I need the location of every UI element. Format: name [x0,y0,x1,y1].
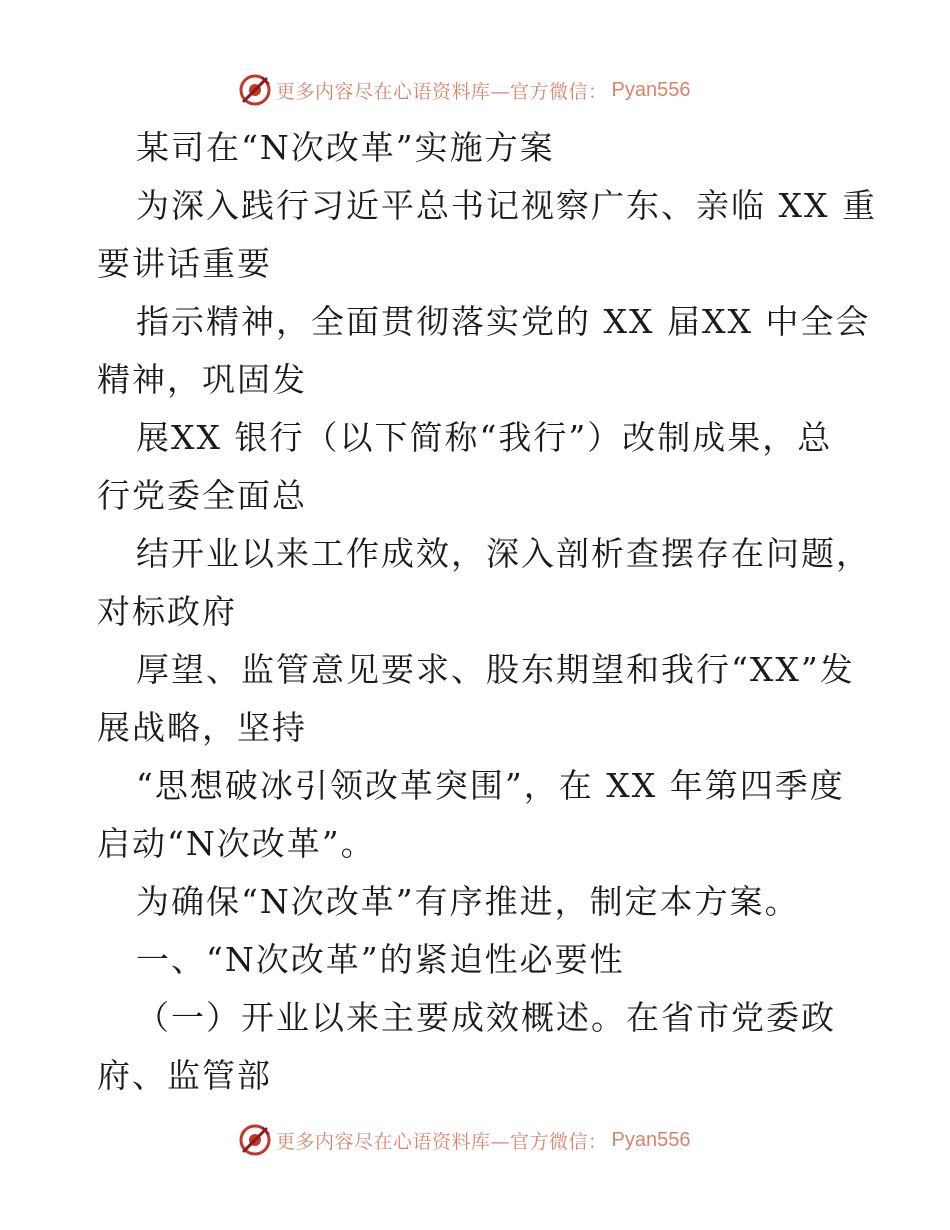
paragraph-line: 精神，巩固发 [97,360,307,399]
paragraph-line: 启动“N次改革”。 [97,824,376,863]
doc-title: 某司在“N次改革”实施方案 [136,128,555,167]
watermark-wechat-id: Pyan556 [611,1128,691,1151]
paragraph-line: “思想破冰引领改革突围”，在 XX 年第四季度 [136,766,845,805]
section-heading: 一、“N次改革”的紧迫性必要性 [136,940,625,979]
watermark-header [238,72,690,108]
ink-brush-logo-icon [238,73,272,107]
paragraph-line: 行党委全面总 [97,476,307,515]
ink-brush-logo-icon [238,1123,272,1157]
paragraph-line: 府、监管部 [97,1056,272,1095]
subsection-heading: （一）开业以来主要成效概述。在省市党委政 [136,998,836,1037]
paragraph-line: 为确保“N次改革”有序推进，制定本方案。 [136,882,800,921]
watermark-wechat-id: Pyan556 [611,78,691,101]
watermark-footer [238,1122,690,1158]
paragraph-line: 结开业以来工作成效，深入剖析查摆存在问题， [136,534,871,573]
paragraph-line: 展XX 银行（以下简称“我行”）改制成果，总 [136,418,833,457]
watermark-text: 更多内容尽在心语资料库—官方微信： [276,1130,608,1153]
paragraph-line: 厚望、监管意见要求、股东期望和我行“XX”发 [136,650,855,689]
paragraph-line: 要讲话重要 [97,244,272,283]
paragraph-line: 对标政府 [97,592,237,631]
watermark-text: 更多内容尽在心语资料库—官方微信： [276,80,608,103]
paragraph-line: 展战略，坚持 [97,708,307,747]
paragraph-line: 为深入践行习近平总书记视察广东、亲临 XX 重 [136,186,877,225]
paragraph-line: 指示精神，全面贯彻落实党的 XX 届XX 中全会 [136,302,871,341]
